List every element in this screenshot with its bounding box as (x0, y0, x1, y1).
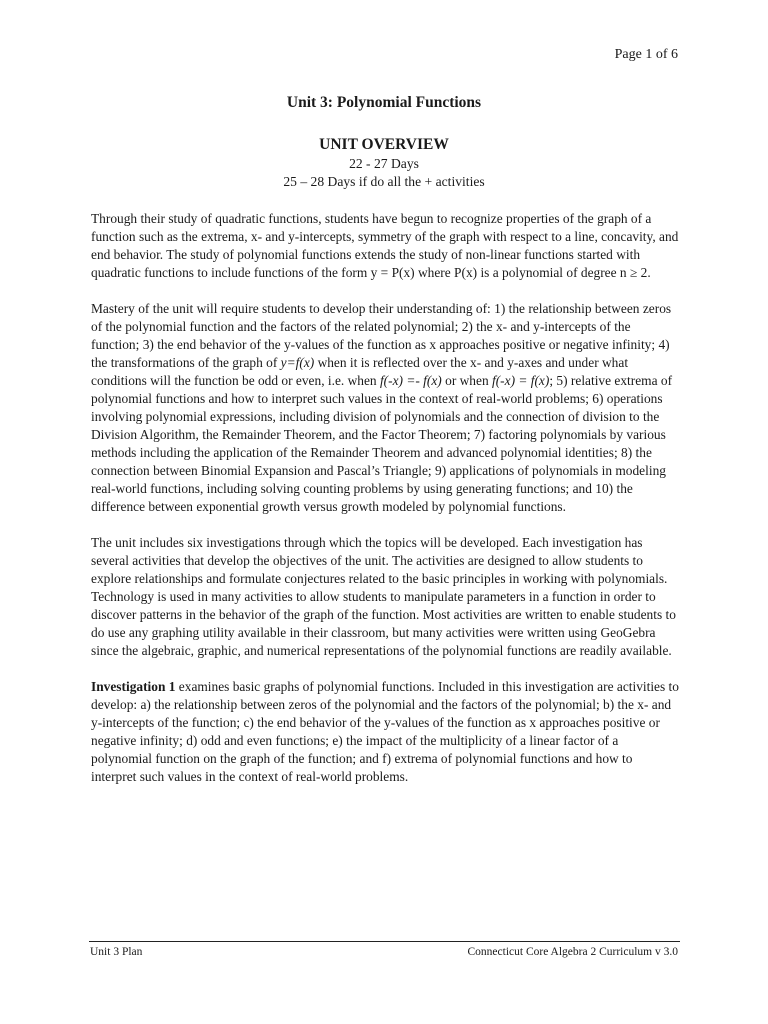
math-odd-condition: f(-x) =- f(x) (379, 373, 442, 388)
footer-divider (89, 941, 680, 942)
mastery-text-1: Mastery of the unit will require students to develop their understanding of: 1) the relationship between zeros of the polynomial function and the factors of the related polynomial; 2) the x- and y-intercepts of the function; 3) the end behavior of the y-values of the function as x approaches positive or negative infinity; 4) the transformations of the graph of (91, 301, 672, 370)
overview-heading: UNIT OVERVIEW (319, 136, 449, 153)
footer-curriculum-label: Connecticut Core Algebra 2 Curriculum v 3.0 (467, 946, 678, 958)
document-body (91, 210, 680, 804)
overview-days-all-activities: 25 – 28 Days if do all the + activities (283, 174, 485, 189)
math-y-equals-fx: y=f(x) (280, 355, 315, 370)
paragraph-investigations: The unit includes six investigations through which the topics will be developed. Each investigation has several activities that develop the objectives of the unit. The activities are designed to allow students to explore relationships and formulate conjectures related to the basic principles in working with polynomials. Technology is used in many activities to allow students to manipulate parameters in a function in order to discover patterns in the behavior of the graph of the function. Most activities are written to enable students to do use any graphing utility available in their classroom, but many activities were written using GeoGebra since the algebraic, graphic, and numerical representations of the polynomial functions are readily available. (91, 535, 676, 658)
mastery-text-2: when it is reflected over the x- and y-axes and under what conditions will the function be odd or even, i.e. when (91, 355, 629, 388)
investigation-1-text: examines basic graphs of polynomial functions. Included in this investigation are activities to develop: a) the relationship between zeros of the polynomial and the factors of the polynomial; b) the x- and y-intercepts of the function; c) the end behavior of the y-values of the function as x approaches positive or negative infinity; d) odd and even functions; e) the impact of the multiplicity of a linear factor of a polynomial function on the graph of the function; and f) extrema of polynomial functions and how to interpret such values in the context of real-world problems. (91, 679, 679, 784)
paragraph-mastery (91, 300, 680, 516)
page-number: Page 1 of 6 (614, 47, 678, 62)
footer-unit-label: Unit 3 Plan (90, 946, 143, 958)
investigation-1-label: Investigation 1 (91, 679, 176, 694)
math-even-condition: f(-x) = f(x) (491, 373, 550, 388)
mastery-text-3: or when (441, 373, 492, 388)
mastery-text-4: ; 5) relative extrema of polynomial functions and how to interpret such values in the context of real-world problems; 6) operations involving polynomial expressions, including division of polynomials and the connection of division to the Division Algorithm, the Remainder Theorem, and the Factor Theorem; 7) factoring polynomials by various methods including the application of the Remainder Theorem and advanced polynomial identities; 8) the connection between Binomial Expansion and Pascal’s Triangle; 9) applications of polynomials in modeling real-world functions, including solving counting problems by using generating functions; and 10) the difference between exponential growth versus growth modeled by polynomial functions. (91, 373, 673, 514)
unit-title: Unit 3: Polynomial Functions (286, 94, 482, 111)
overview-days: 22 - 27 Days (349, 156, 419, 171)
unit-overview (0, 135, 768, 191)
paragraph-investigation-1 (91, 678, 680, 786)
paragraph-intro: Through their study of quadratic functions, students have begun to recognize properties of the graph of a function such as the extrema, x- and y-intercepts, symmetry of the graph with respect to a line, concavity, and end behavior. The study of polynomial functions extends the study of non-linear functions started with quadratic functions to include functions of the form y = P(x) where P(x) is a polynomial of degree n ≥ 2. (91, 211, 679, 280)
